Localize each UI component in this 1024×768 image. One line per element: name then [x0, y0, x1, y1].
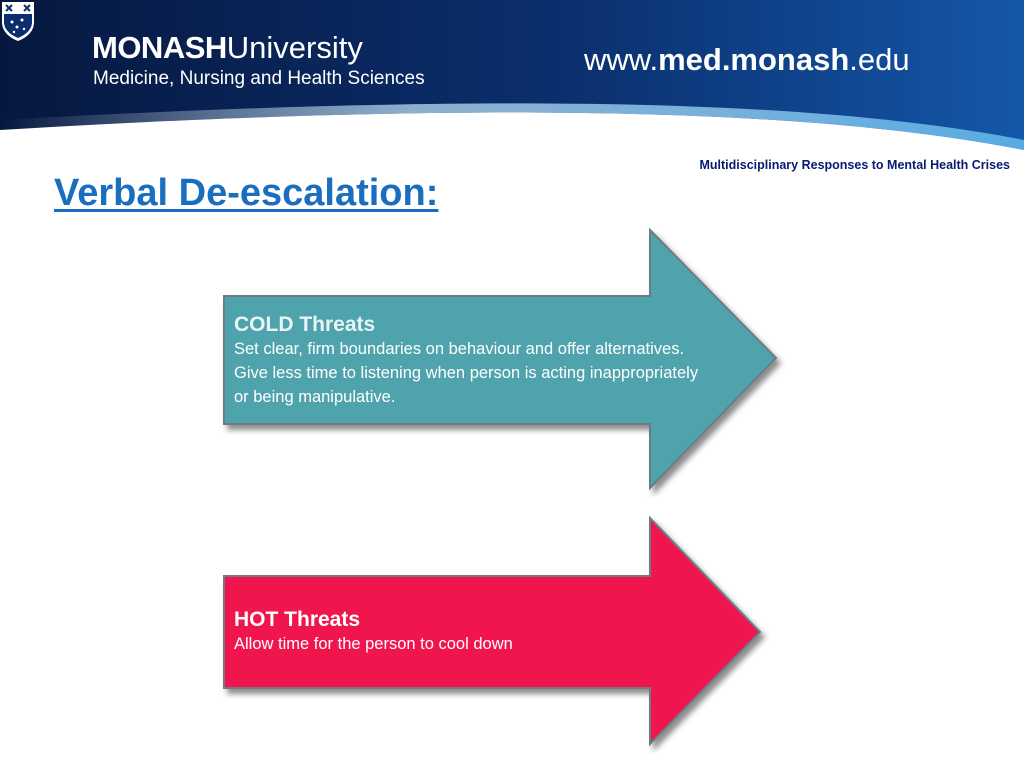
hot-threats-heading: HOT Threats — [234, 608, 361, 631]
cold-threats-heading: COLD Threats — [234, 313, 376, 336]
website-domain: med.monash — [658, 42, 850, 77]
monash-crest-icon — [0, 0, 36, 42]
website-prefix: www. — [584, 42, 659, 77]
faculty-name: Medicine, Nursing and Health Sciences — [93, 68, 425, 89]
slide-title: Verbal De-escalation: — [54, 172, 439, 214]
website-url — [584, 42, 910, 78]
hot-threats-description: Allow time for the person to cool down — [234, 635, 513, 653]
hot-threats-content — [234, 608, 654, 656]
university-name-bold: MONASH — [92, 30, 227, 65]
university-name — [92, 30, 363, 66]
header-banner — [0, 0, 1024, 150]
website-suffix: .edu — [849, 42, 910, 77]
cold-threats-content — [234, 313, 704, 409]
cold-threats-description: Set clear, firm boundaries on behaviour and offer alternatives. Give less time to listening when person is acting inappropriately or being manipulative. — [234, 340, 699, 406]
university-name-light: University — [226, 30, 363, 65]
slide-subtitle: Multidisciplinary Responses to Mental Health Crises — [699, 158, 1010, 172]
